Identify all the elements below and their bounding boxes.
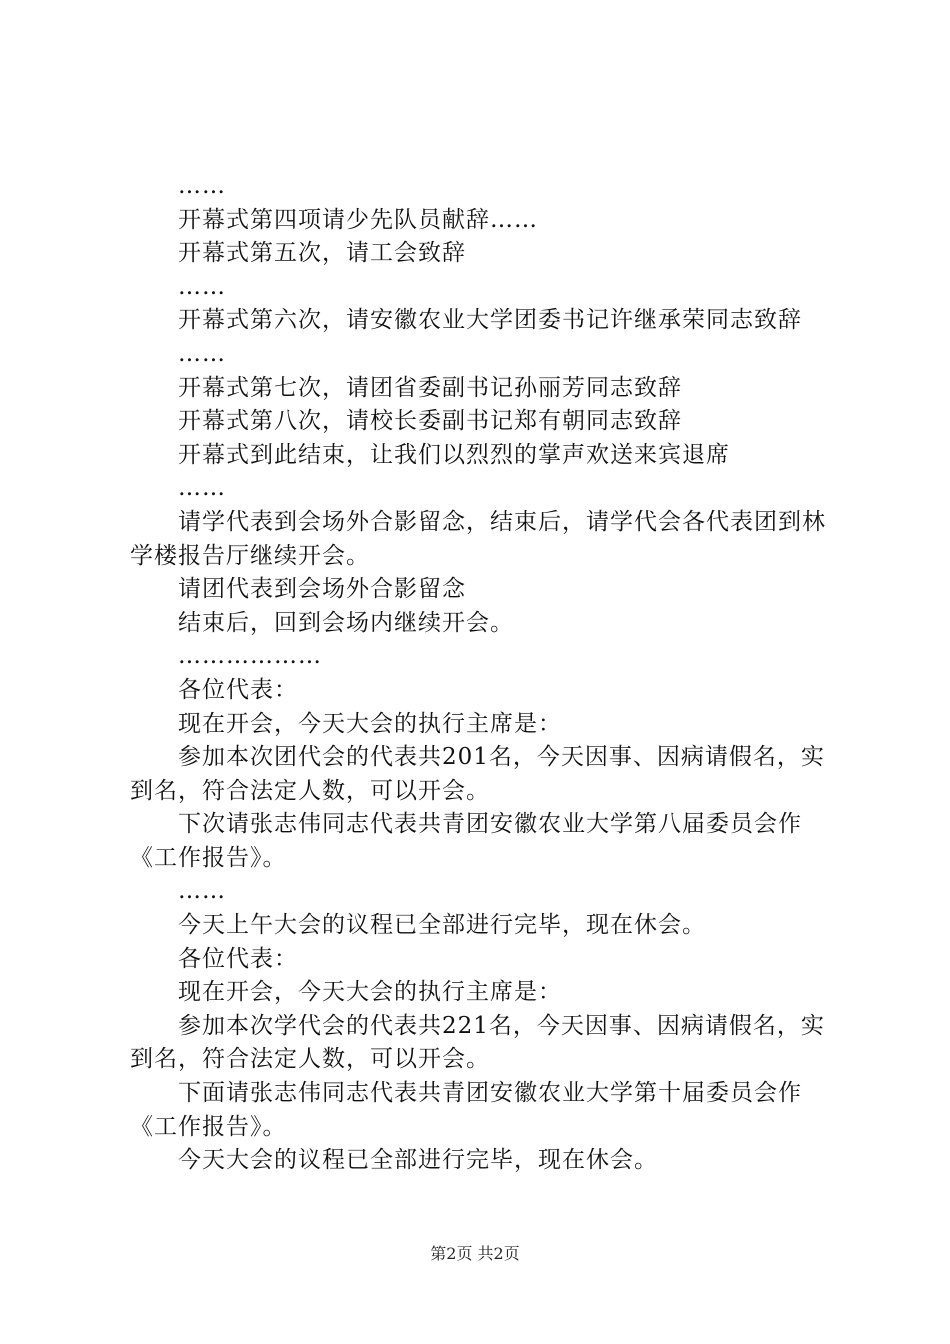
paragraph: 各位代表： bbox=[178, 945, 298, 972]
page-number-footer: 第2页 共2页 bbox=[430, 1244, 520, 1263]
paragraph: 结束后，回到会场内继续开会。 bbox=[178, 609, 514, 636]
paragraph: …… bbox=[178, 340, 226, 367]
paragraph: …… bbox=[178, 878, 226, 905]
paragraph: 参加本次团代会的代表共201名，今天因事、因病请假名，实到名，符合法定人数，可以开会。 bbox=[130, 744, 825, 804]
paragraph: 请学代表到会场外合影留念，结束后，请学代会各代表团到林学楼报告厅继续开会。 bbox=[130, 508, 826, 569]
paragraph: 开幕式到此结束，让我们以烈烈的掌声欢送来宾退席 bbox=[178, 441, 730, 468]
paragraph: …… bbox=[178, 475, 226, 502]
paragraph: 开幕式第八次，请校长委副书记郑有朝同志致辞 bbox=[178, 408, 682, 435]
paragraph: …… bbox=[178, 173, 226, 199]
paragraph: 开幕式第七次，请团省委副书记孙丽芳同志致辞 bbox=[178, 374, 682, 401]
paragraph: 下面请张志伟同志代表共青团安徽农业大学第十届委员会作《工作报告》。 bbox=[130, 1080, 802, 1140]
paragraph: 请团代表到会场外合影留念 bbox=[178, 576, 466, 603]
paragraph: 今天大会的议程已全部进行完毕，现在休会。 bbox=[178, 1147, 658, 1174]
paragraph: 现在开会，今天大会的执行主席是： bbox=[178, 710, 562, 737]
paragraph: 下次请张志伟同志代表共青团安徽农业大学第八届委员会作《工作报告》。 bbox=[130, 811, 802, 871]
paragraph: …… bbox=[178, 273, 226, 300]
paragraph: 开幕式第六次，请安徽农业大学团委书记许继承荣同志致辞 bbox=[178, 307, 802, 334]
paragraph: 参加本次学代会的代表共221名，今天因事、因病请假名，实到名，符合法定人数，可以开会。 bbox=[130, 1012, 825, 1073]
paragraph: 开幕式第四项请少先队员献辞…… bbox=[178, 206, 538, 233]
paragraph: 各位代表： bbox=[178, 676, 298, 703]
paragraph: 开幕式第五次，请工会致辞 bbox=[178, 240, 466, 267]
paragraph: ……………… bbox=[178, 643, 322, 670]
paragraph: 今天上午大会的议程已全部进行完毕，现在休会。 bbox=[178, 912, 706, 939]
paragraph: 现在开会，今天大会的执行主席是： bbox=[178, 979, 562, 1006]
document-body bbox=[130, 170, 842, 1178]
